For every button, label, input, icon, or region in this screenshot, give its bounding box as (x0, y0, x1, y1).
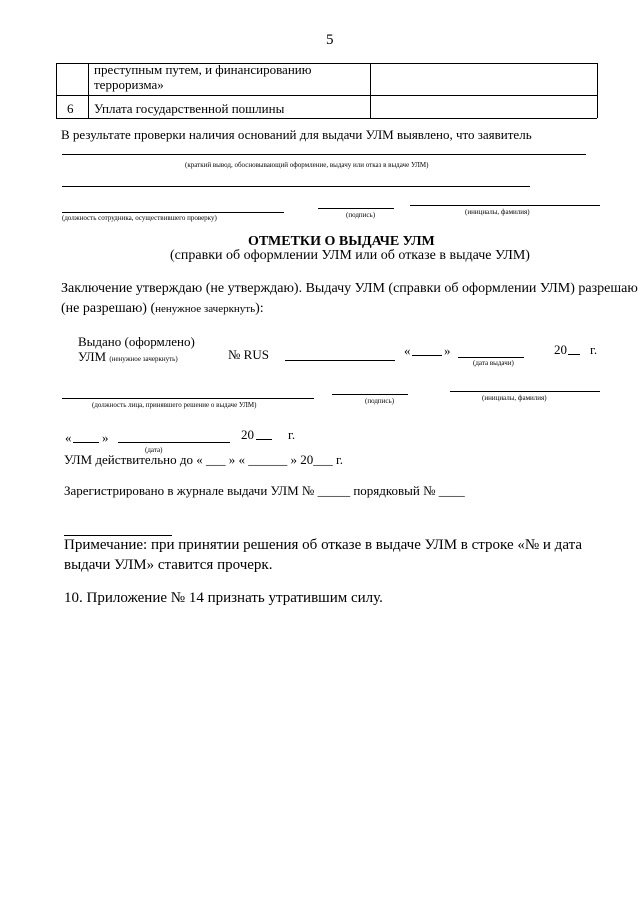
table-cell-text: терроризма» (94, 77, 164, 92)
caption-employee-position: (должность сотрудника, осуществившего проверку) (62, 214, 217, 222)
year-suffix: г. (590, 342, 598, 357)
valid-until: УЛМ действительно до « ___ » « ______ » 20___ г. (64, 452, 344, 467)
rus-number-label: № RUS (228, 347, 269, 362)
conclusion-line: Заключение утверждаю (не утверждаю). Выдачу УЛМ (справки об оформлении УЛМ) разрешаю (61, 281, 638, 296)
note-text: Примечание: при принятии решения об отказе в выдаче УЛМ в строке «№ и дата (64, 537, 582, 553)
year-prefix: 20 (241, 427, 254, 442)
quote-close: » (102, 430, 109, 445)
caption-initials: (инициалы, фамилия) (482, 394, 547, 402)
caption-official-position: (должность лица, принявшего решение о выдаче УЛМ) (92, 401, 257, 409)
table-row-number: 6 (67, 101, 74, 116)
caption-signature: (подпись) (365, 397, 395, 405)
item-10: 10. Приложение № 14 признать утратившим силу. (64, 590, 383, 606)
ulm-label: УЛМ (ненужное зачеркнуть) (78, 349, 178, 364)
check-result-text: В результате проверки наличия оснований для выдачи УЛМ выявлено, что заявитель (61, 127, 532, 142)
year-prefix: 20 (554, 342, 567, 357)
conclusion-line: (не разрешаю) (ненужное зачеркнуть): (61, 301, 264, 316)
caption-brief-conclusion: (краткий вывод, обосновывающий оформление, выдачу или отказ в выдаче УЛМ) (185, 161, 429, 169)
section-subtitle: (справки об оформлении УЛМ или об отказе в выдаче УЛМ) (170, 248, 530, 263)
caption-issue-date: (дата выдачи) (473, 359, 514, 367)
section-title: ОТМЕТКИ О ВЫДАЧЕ УЛМ (248, 234, 435, 249)
caption-date: (дата) (145, 446, 163, 454)
table-cell-text: преступным путем, и финансированию (94, 62, 312, 77)
issued-label: Выдано (оформлено) (78, 334, 195, 349)
caption-signature: (подпись) (346, 211, 376, 219)
quote-close: » (444, 343, 451, 358)
year-suffix: г. (288, 427, 296, 442)
table-cell-text: Уплата государственной пошлины (94, 101, 285, 116)
page-number: 5 (326, 32, 334, 48)
quote-open: « (65, 430, 72, 445)
registered-in-journal: Зарегистрировано в журнале выдачи УЛМ № _____ порядковый № ____ (64, 483, 465, 498)
caption-initials: (инициалы, фамилия) (465, 208, 530, 216)
quote-open: « (404, 343, 411, 358)
note-text: выдачи УЛМ» ставится прочерк. (64, 557, 273, 573)
